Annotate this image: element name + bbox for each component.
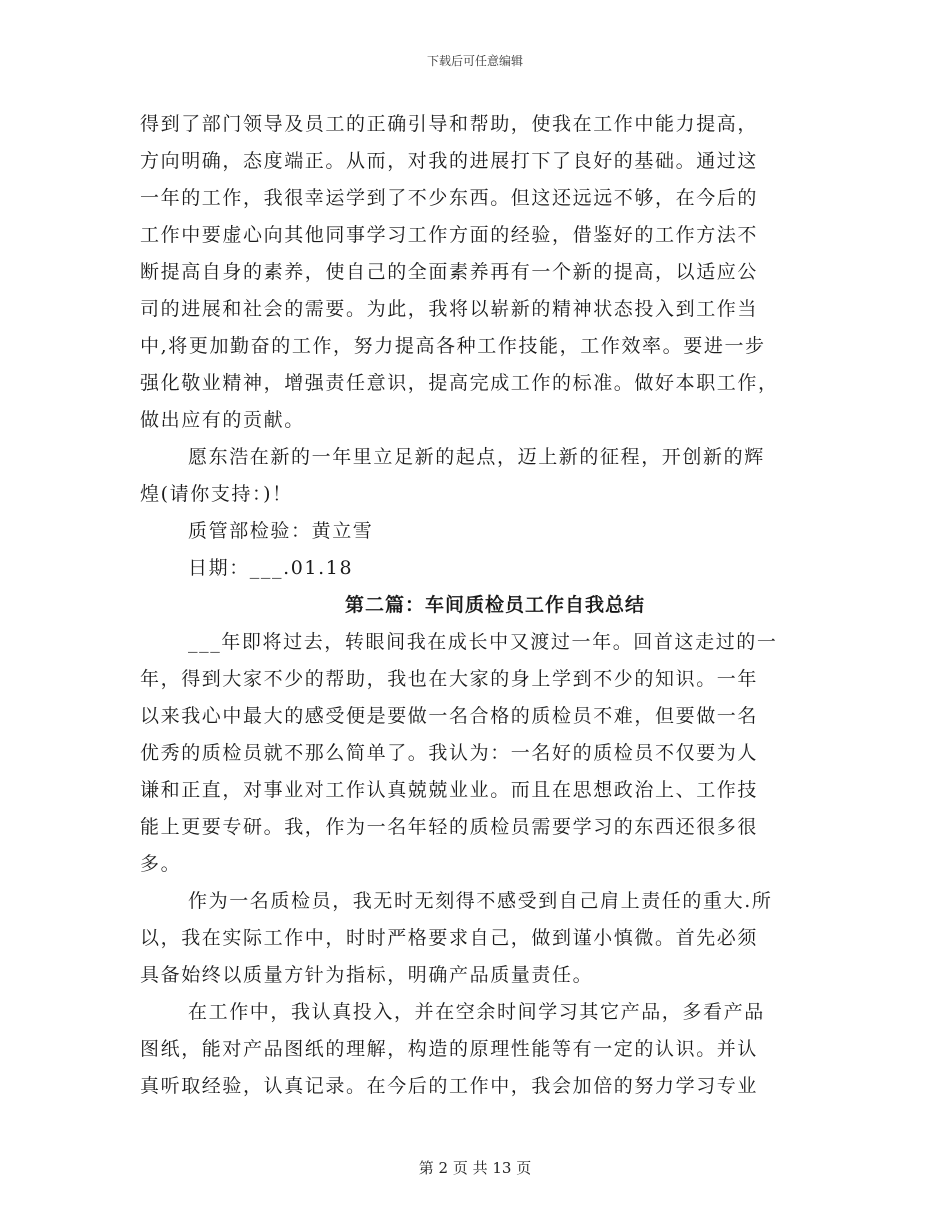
body-line: 年，得到大家不少的帮助，我也在大家的身上学到不少的知识。一年 <box>140 668 759 690</box>
body-line: 强化敬业精神，增强责任意识，提高完成工作的标准。做好本职工作， <box>140 372 779 394</box>
body-line: 具备始终以质量方针为指标，明确产品质量责任。 <box>140 964 594 986</box>
body-line: 在工作中，我认真投入，并在空余时间学习其它产品，多看产品 <box>188 1001 765 1023</box>
body-line: 多。 <box>140 853 182 875</box>
document-body <box>140 106 810 1105</box>
body-line: 做出应有的贡献。 <box>140 409 305 431</box>
body-line: 中,将更加勤奋的工作，努力提高各种工作技能，工作效率。要进一步 <box>140 335 766 357</box>
body-line: 优秀的质检员就不那么简单了。我认为：一名好的质检员不仅要为人 <box>140 742 759 764</box>
body-line: 谦和正直，对事业对工作认真兢兢业业。而且在思想政治上、工作技 <box>140 779 759 801</box>
body-line: 作为一名质检员，我无时无刻得不感受到自己肩上责任的重大.所 <box>188 890 773 912</box>
body-line: 以来我心中最大的感受便是要做一名合格的质检员不难，但要做一名 <box>140 705 759 727</box>
body-line: 愿东浩在新的一年里立足新的起点，迈上新的征程，开创新的辉 <box>188 446 765 468</box>
body-line: 图纸，能对产品图纸的理解，构造的原理性能等有一定的认识。并认 <box>140 1038 759 1060</box>
body-line: 工作中要虚心向其他同事学习工作方面的经验，借鉴好的工作方法不 <box>140 224 759 246</box>
body-line: 方向明确，态度端正。从而，对我的进展打下了良好的基础。通过这 <box>140 150 759 172</box>
body-line: 一年的工作，我很幸运学到了不少东西。但这还远远不够，在今后的 <box>140 187 759 209</box>
page-header-note: 下载后可任意编辑 <box>426 54 523 68</box>
signature-line: 质管部检验：黄立雪 <box>188 520 374 542</box>
body-line: 能上更要专研。我，作为一名年轻的质检员需要学习的东西还很多很 <box>140 816 759 838</box>
body-line: 煌(请你支持：)！ <box>140 483 293 505</box>
body-line: 断提高自身的素养，使自己的全面素养再有一个新的提高，以适应公 <box>140 261 759 283</box>
body-line: ___年即将过去，转眼间我在成长中又渡过一年。回首这走过的一 <box>188 631 778 653</box>
body-line: 以，我在实际工作中，时时严格要求自己，做到谨小慎微。首先必须 <box>140 927 759 949</box>
date-line: 日期：___.01.18 <box>188 557 354 579</box>
page-number: 第 2 页 共 13 页 <box>418 1159 532 1177</box>
body-line: 得到了部门领导及员工的正确引导和帮助，使我在工作中能力提高， <box>140 113 759 135</box>
body-line: 司的进展和社会的需要。为此，我将以崭新的精神状态投入到工作当 <box>140 298 759 320</box>
body-line: 真听取经验，认真记录。在今后的工作中，我会加倍的努力学习专业 <box>140 1075 759 1097</box>
section-heading: 第二篇：车间质检员工作自我总结 <box>344 594 645 616</box>
